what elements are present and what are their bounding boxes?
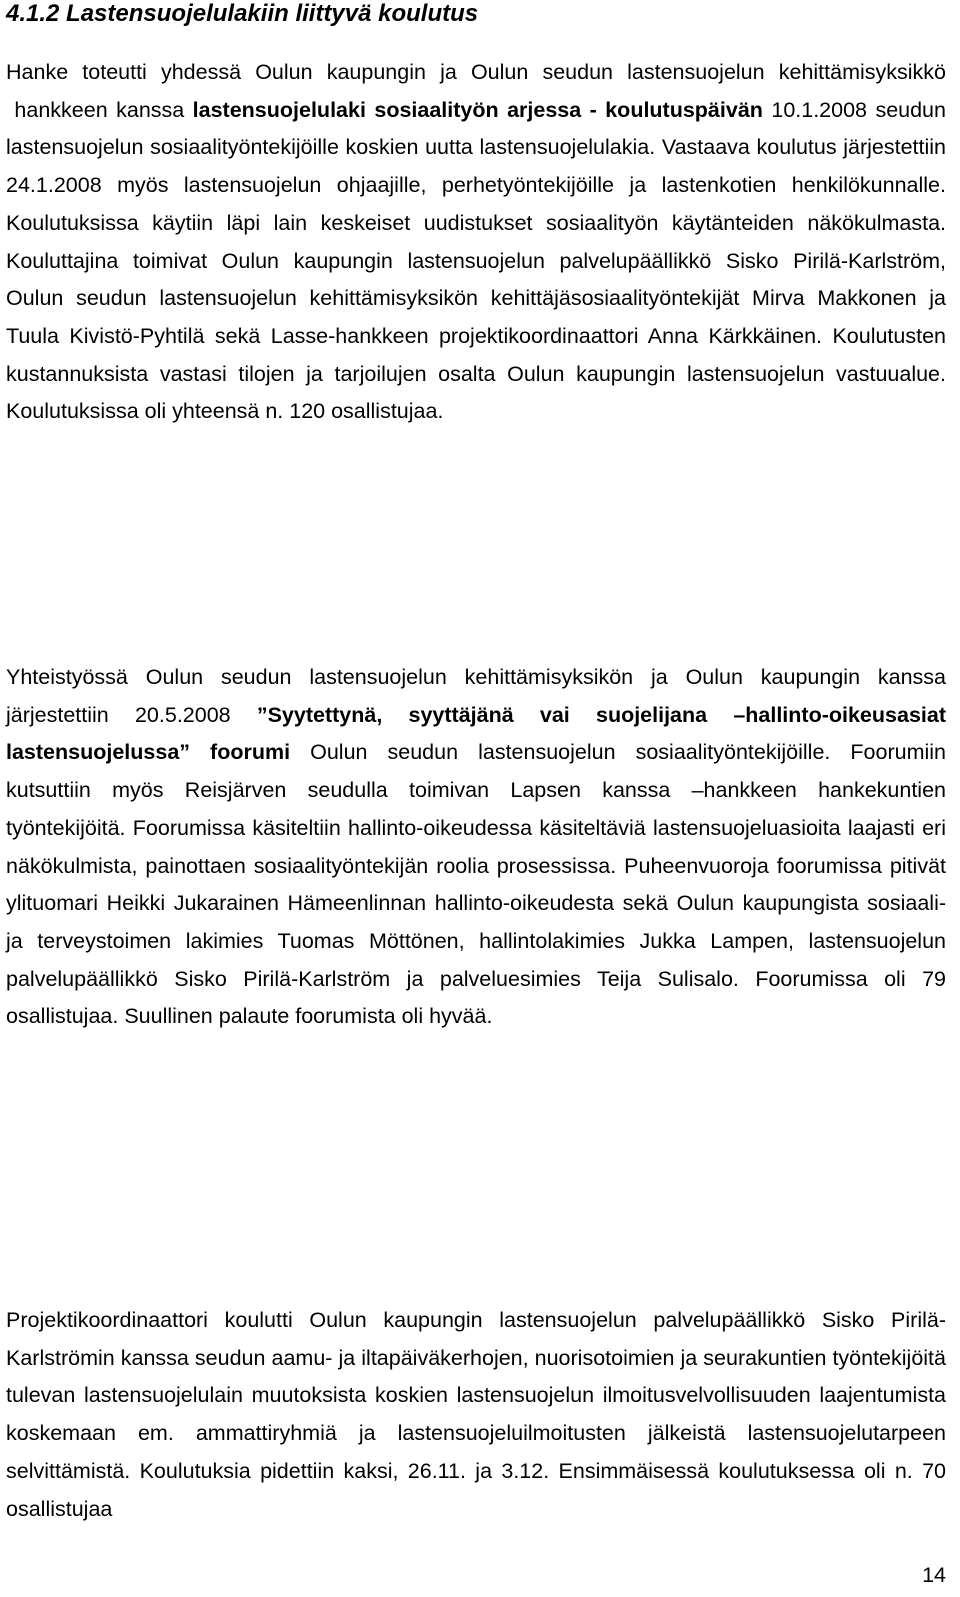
paragraph-text: Projektikoordinaattori koulutti Oulun kaupungin lastensuojelun palvelupäällikkö Sisko Pirilä-Karlströmin kanssa seudun aamu- ja iltapäiväkerhojen, nuorisotoimien ja seurakuntien työntekijöitä tulevan lastensuojelulain muutoksista koskien lastensuojelun ilmoitusvelvollisuuden laajentumista koskemaan em. ammattiryhmiä ja lastensuojeluilmoitusten jälkeistä lastensuojelutarpeen selvittämistä. Koulutuksia pidettiin kaksi, 26.11. ja 3.12. Ensimmäisessä koulutuksessa oli n. 70 osallistujaa — [6, 1308, 946, 1521]
paragraph-training-day — [6, 54, 946, 431]
paragraph-text: Oulun seudun lastensuojelun sosiaalityöntekijöille. Foorumiin kutsuttiin myös Reisjärven seudulla toimivan Lapsen kanssa –hankkeen hankekuntien työntekijöitä. Foorumissa käsiteltiin hallinto-oikeudessa käsiteltäviä lastensuojeluasioita laajasti eri näkökulmista, painottaen sosiaalityöntekijän roolia prosessissa. Puheenvuoroja foorumissa pitivät ylituomari Heikki Jukarainen Hämeenlinnan hallinto-oikeudesta sekä Oulun kaupungista sosiaali- ja terveystoimen lakimies Tuomas Möttönen, hallintolakimies Jukka Lampen, lastensuojelun palvelupäällikkö Sisko Pirilä-Karlström ja palveluesimies Teija Sulisalo. Foorumissa oli 79 osallistujaa. Suullinen palaute foorumista oli hyvää. — [6, 740, 946, 1029]
paragraph-text: Hanke toteutti yhdessä Oulun kaupungin ja Oulun seudun lastensuojelun kehittämisyksikkö hankkeen kanssa — [6, 60, 946, 122]
paragraph-forum — [6, 659, 946, 1036]
page-number: 14 — [922, 1563, 946, 1587]
paragraph-coordinator-training — [6, 1302, 946, 1528]
bold-training-title: lastensuojelulaki sosiaalityön arjessa - koulutuspäivän — [192, 97, 763, 122]
paragraph-text: 10.1.2008 seudun lastensuojelun sosiaalityöntekijöille koskien uutta lastensuojelulakia. Vastaava koulutus järjestettiin 24.1.2008 myös lastensuojelun ohjaajille, perhetyöntekijöille ja lastenkotien henkilökunnalle. Koulutuksissa käytiin läpi lain keskeiset uudistukset sosiaalityön käytänteiden näkökulmasta. Kouluttajina toimivat Oulun kaupungin lastensuojelun palvelupäällikkö Sisko Pirilä-Karlström, Oulun seudun lastensuojelun kehittämisyksikön kehittäjäsosiaalityöntekijät Mirva Makkonen ja Tuula Kivistö-Pyhtilä sekä Lasse-hankkeen projektikoordinaattori Anna Kärkkäinen. Koulutusten kustannuksista vastasi tilojen ja tarjoilujen osalta Oulun kaupungin lastensuojelun vastuualue. Koulutuksissa oli yhteensä n. 120 osallistujaa. — [6, 97, 946, 424]
bold-forum-title: ”Syytettynä, syyttäjänä vai suojelijana –hallinto-oikeusasiat lastensuojelussa” foorumi — [6, 702, 946, 765]
section-heading: 4.1.2 Lastensuojelulakiin liittyvä koulutus — [6, 0, 479, 27]
paragraph-text: Yhteistyössä Oulun seudun lastensuojelun kehittämisyksikön ja Oulun kaupungin kanssa järjestettiin 20.5.2008 — [6, 665, 946, 727]
document-page — [6, 0, 946, 1587]
